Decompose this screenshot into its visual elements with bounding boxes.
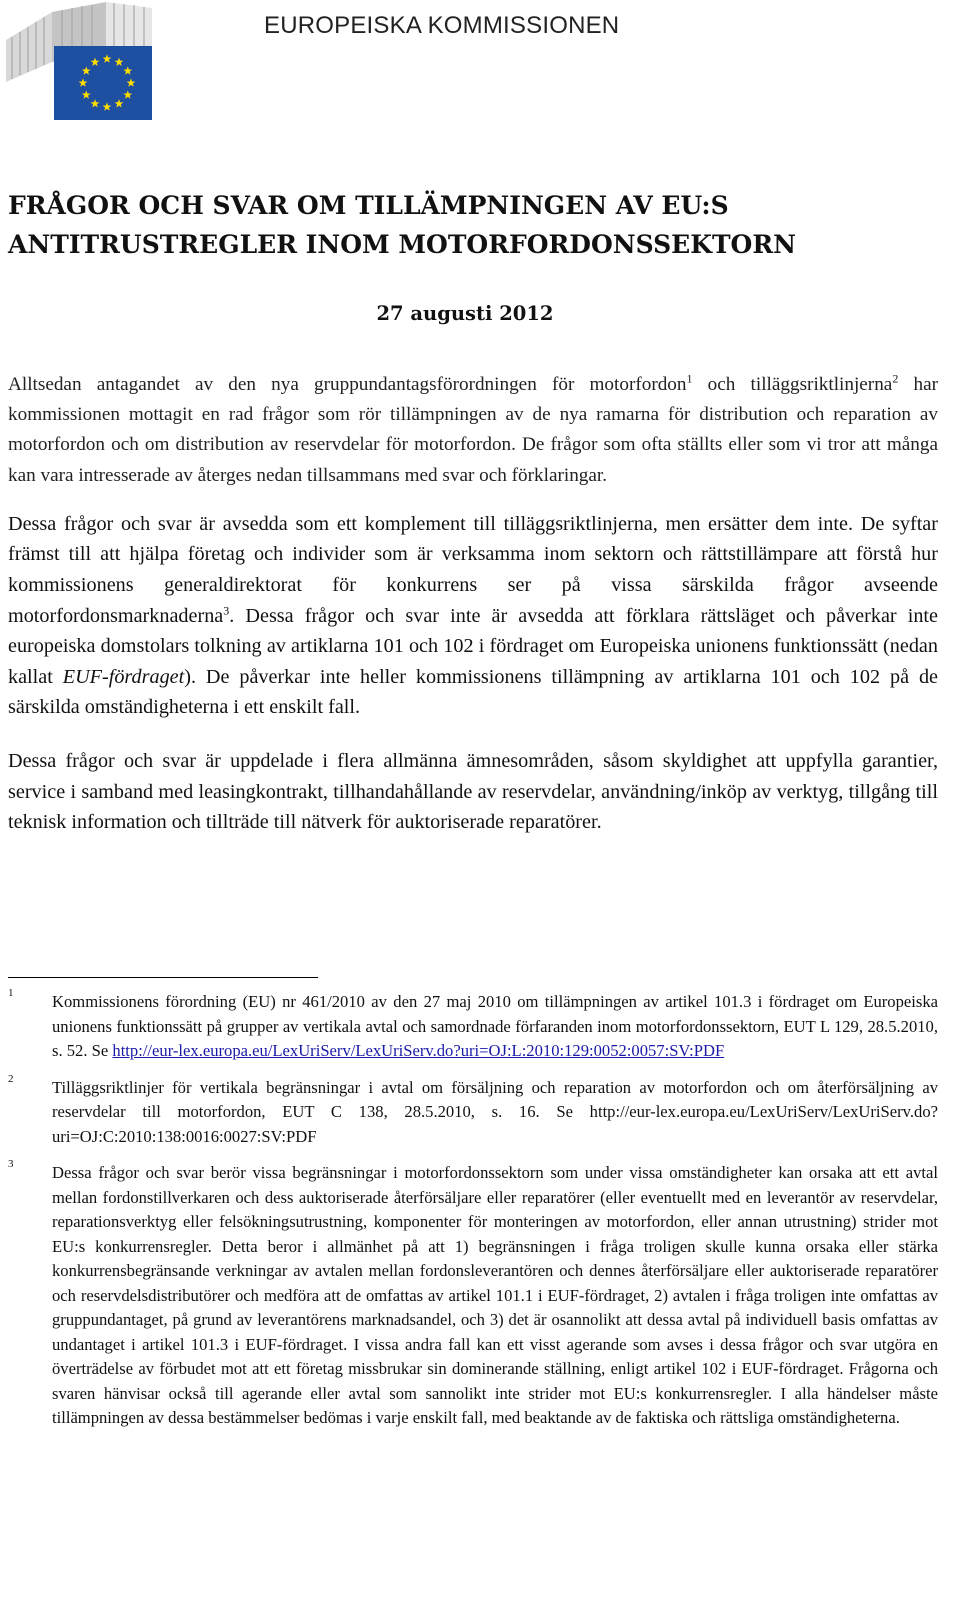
text-run: ). De påverkar inte heller kommissionens tillämpning av artiklarna 101 och 102 på de särskilda omständigheterna i ett enskilt fall. [8, 665, 938, 719]
footnote-text: Tilläggsriktlinjer för vertikala begränsningar i avtal om försäljning och reparation av motorfordon och om återförsäljning av reservdelar till motorfordon, EUT C 138, 28.5.2010, s. 16. Se http://eur-lex.europa.eu/LexUriServ/LexUriServ.do?uri=OJ:C:2010:138:0016:0027:SV:PDF [52, 1077, 938, 1146]
document-body [8, 370, 938, 838]
footnote-2 [8, 1072, 938, 1150]
footnote-ref-2[interactable]: 2 [892, 371, 899, 386]
document-title [8, 186, 938, 264]
footnote-1-link[interactable]: http://eur-lex.europa.eu/LexUriServ/LexUriServ.do?uri=OJ:L:2010:129:0052:0057:SV:PDF [112, 1041, 725, 1060]
title-line-1: FRÅGOR OCH SVAR OM TILLÄMPNINGEN AV EU:S [8, 191, 729, 220]
footnotes [8, 987, 938, 1443]
footnote-3 [8, 1158, 938, 1431]
footnote-ref-3[interactable]: 3 [223, 602, 230, 617]
euf-treaty-term: EUF-fördraget [62, 665, 185, 688]
eu-flag-icon [54, 46, 152, 120]
footnote-number: 2 [8, 1072, 14, 1085]
title-line-2: ANTITRUSTREGLER INOM MOTORFORDONSSEKTORN [8, 230, 796, 259]
text-run: Alltsedan antagandet av den nya gruppundantagsförordningen för motorfordon [8, 374, 687, 395]
organization-name: EUROPEISKA KOMMISSIONEN [264, 12, 620, 39]
text-run: har kommissionen mottagit en rad frågor som rör tillämpningen av de nya ramarna för distribution och reparation av motorfordon och om distribution av reservdelar för motorfordon. De frågor som ofta ställts eller som vi tror att många kan vara intresserade av återges nedan tillsammans med svar och förklaringar. [8, 374, 938, 486]
intro-paragraph [8, 370, 938, 491]
purpose-paragraph [8, 509, 938, 723]
text-run: och tilläggsriktlinjerna [692, 374, 893, 395]
footnote-ref-1[interactable]: 1 [686, 371, 693, 386]
eu-commission-logo [6, 2, 152, 120]
topics-paragraph: Dessa frågor och svar är uppdelade i flera allmänna ämnesområden, såsom skyldighet att uppfylla garantier, service i samband med leasingkontrakt, tillhandahållande av reservdelar, användning/inköp av verktyg, tillgång till teknisk information och tillträde till nätverk för auktoriserade reparatörer. [8, 749, 938, 834]
footnote-text [52, 990, 938, 1064]
document-date: 27 augusti 2012 [376, 302, 554, 325]
footnote-number: 1 [8, 987, 14, 999]
footnote-number: 3 [8, 1158, 14, 1170]
footnote-text: Dessa frågor och svar berör vissa begränsningar i motorfordonssektorn som under vissa omständigheter kan orsaka att ett avtal mellan fordonstillverkaren och dess auktoriserade återförsäljare eller reparatörer (eller eventuellt med en leverantör av reservdelar, reparationsverktyg eller felsökningsutrustning, komponenter för monteringen av motorfordon, eller annan utrustning) strider mot EU:s konkurrensregler. Detta beror i allmänhet på att 1) begränsningen i fråga troligen skulle kunna orsaka eller stärka konkurrensbegränsande verkningar av avtalen mellan fordonsleverantören och dennes återförsäljare eller auktoriserade reparatörer och reservdelsdistributörer och medföra att de omfattas av artikel 101.1 i EUF-fördraget, 2) avtalen i fråga troligen inte omfattas av gruppundantaget, på grund av leverantörens marknadsandel, och 3) det är osannolikt att dessa avtal på individuell basis omfattas av undantaget i artikel 101.3 i EUF-fördraget. I vissa andra fall kan ett visst agerande som avses i dessa frågor och svar utgöra en överträdelse av förbudet mot att ett företag missbrukar sin dominerande ställning, enligt artikel 102 i EUF-fördraget. Frågorna och svaren hänvisar också till agerande eller avtal som sannolikt inte strider mot EU:s konkurrensregler. I alla händelser måste tillämpningen av dessa bestämmelser bedömas i varje enskilt fall, med beaktande av de faktiska och rättsliga omständigheterna. [52, 1163, 938, 1427]
footnote-separator [8, 977, 318, 978]
text-run: . Dessa frågor och svar inte är avsedda att förklara rättsläget och påverkar inte europeiska domstolars tolkning av artiklarna 101 och 102 i fördraget om Europeiska unionens funktionssätt (nedan kallat [8, 604, 938, 688]
text-run: Dessa frågor och svar är avsedda som ett komplement till tilläggsriktlinjerna, men ersätter dem inte. De syftar främst till att hjälpa företag och individer som är verksamma inom sektorn och rättstillämpare att förstå hur kommissionens generaldirektorat för konkurrens ser på vissa särskilda frågor avseende motorfordonsmarknaderna [8, 512, 938, 627]
footnote-1 [8, 987, 938, 1064]
text-run: Kommissionens förordning (EU) nr 461/2010 av den 27 maj 2010 om tillämpningen av artikel 101.3 i fördraget om Europeiska unionens funktionssätt på grupper av vertikala avtal och samordnade förfaranden inom motorfordonssektorn, EUT L 129, 28.5.2010, s. 52. Se [52, 992, 938, 1060]
